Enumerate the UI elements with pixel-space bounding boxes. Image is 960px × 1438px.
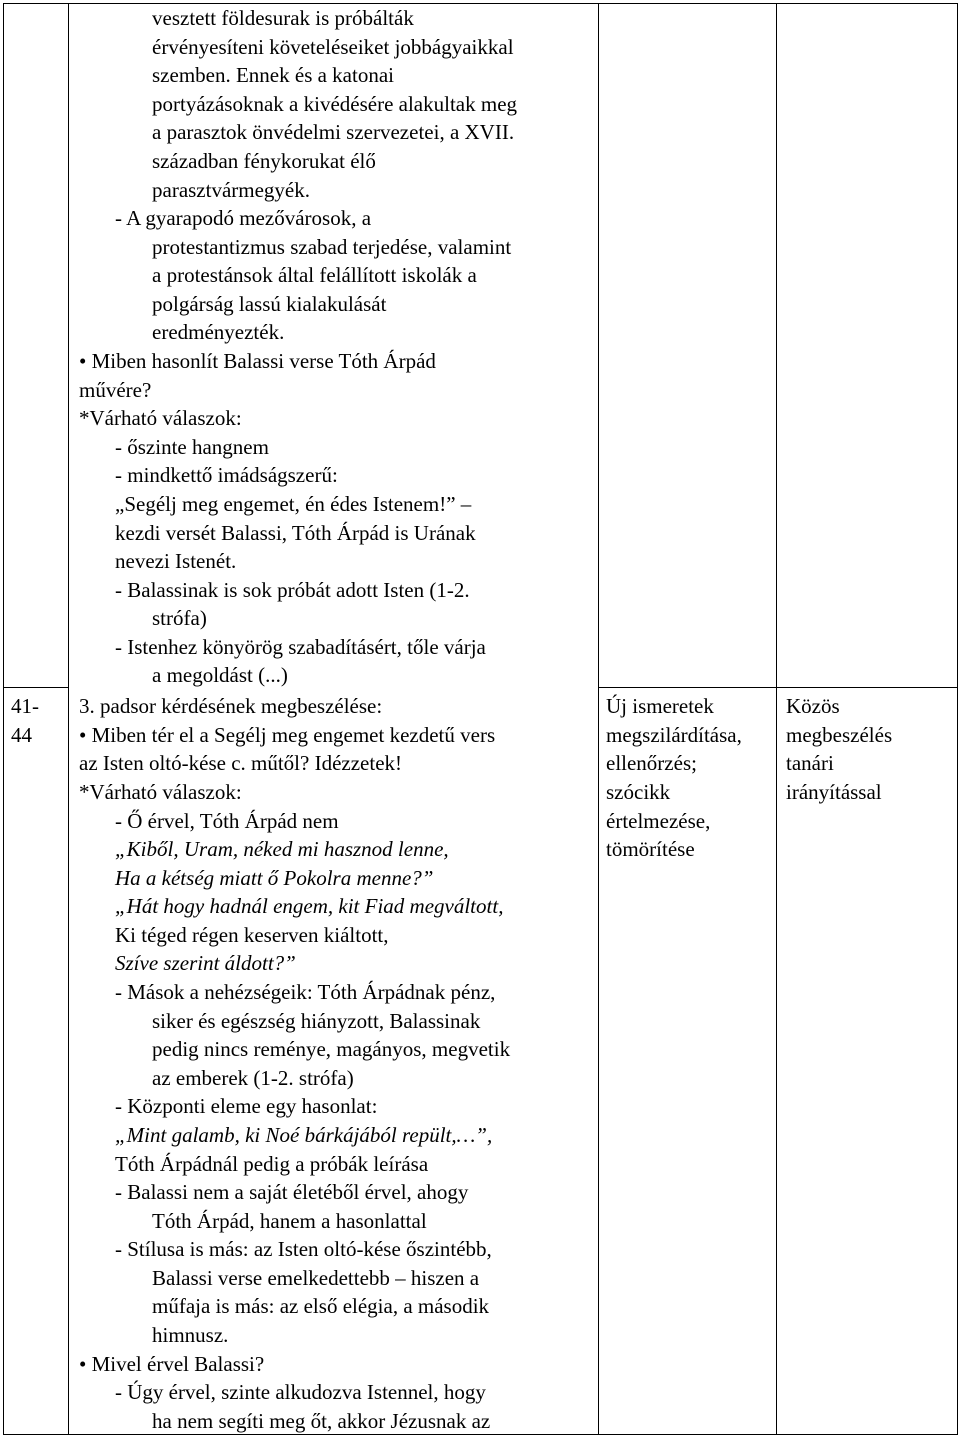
goal-line: ellenőrzés; xyxy=(606,751,697,775)
text-line: vesztett földesurak is próbálták xyxy=(152,6,414,30)
text-line: a parasztok önvédelmi szervezetei, a XVII. xyxy=(152,120,515,144)
text-line: pedig nincs reménye, magányos, megvetik xyxy=(152,1037,511,1061)
text-line: érvényesíteni követeléseiket jobbágyaikkal xyxy=(152,35,514,59)
text-line: 3. padsor kérdésének megbeszélése: xyxy=(79,694,383,718)
quote-line: Szíve szerint áldott?” xyxy=(115,951,296,975)
quote-line: Ha a kétség miatt ő Pokolra menne?” xyxy=(115,866,434,890)
text-line: - Balassi nem a saját életéből érvel, ahogy xyxy=(115,1180,469,1204)
text-line: - őszinte hangnem xyxy=(115,435,269,459)
text-line: • Mivel érvel Balassi? xyxy=(79,1352,265,1376)
text-line: siker és egészség hiányzott, Balassinak xyxy=(152,1009,481,1033)
text-line: - Mások a nehézségeik: Tóth Árpádnak pénz, xyxy=(115,980,496,1004)
method-line: tanári xyxy=(786,751,834,775)
table-border xyxy=(3,687,69,688)
text-line: eredményezték. xyxy=(152,320,285,344)
goal-line: szócikk xyxy=(606,780,671,804)
table-border xyxy=(68,3,69,1435)
table-border xyxy=(3,3,4,1435)
table-border xyxy=(776,3,777,1435)
text-line: művére? xyxy=(79,378,152,402)
text-line: - Balassinak is sok próbát adott Isten (1-2. xyxy=(115,578,470,602)
text-line: *Várható válaszok: xyxy=(79,406,242,430)
text-line: században fénykorukat élő xyxy=(152,149,376,173)
lesson-number: 41- xyxy=(11,694,39,718)
text-line: - Stílusa is más: az Isten oltó-kése őszintébb, xyxy=(115,1237,492,1261)
text-line: Ki téged régen keserven kiáltott, xyxy=(115,923,389,947)
text-line: kezdi versét Balassi, Tóth Árpád is Urának xyxy=(115,521,476,545)
text-line: - Központi eleme egy hasonlat: xyxy=(115,1094,378,1118)
text-line: ha nem segíti meg őt, akkor Jézusnak az xyxy=(152,1409,491,1433)
text-line: a megoldást (...) xyxy=(152,663,288,687)
text-line: • Miben tér el a Segélj meg engemet kezdetű vers xyxy=(79,723,496,747)
table-border xyxy=(3,3,957,4)
method-line: megbeszélés xyxy=(786,723,893,747)
text-line: - Istenhez könyörög szabadításért, tőle várja xyxy=(115,635,486,659)
text-line: *Várható válaszok: xyxy=(79,780,242,804)
text-line: „Segélj meg engemet, én édes Istenem!” – xyxy=(115,492,472,516)
text-line: az emberek (1-2. strófa) xyxy=(152,1066,354,1090)
goal-line: megszilárdítása, xyxy=(606,723,742,747)
text-line: • Miben hasonlít Balassi verse Tóth Árpád xyxy=(79,349,436,373)
quote-line: „Mint galamb, ki Noé bárkájából repült,…”, xyxy=(115,1123,493,1147)
text-line: himnusz. xyxy=(152,1323,229,1347)
text-line: - Ő érvel, Tóth Árpád nem xyxy=(115,809,339,833)
text-line: szemben. Ennek és a katonai xyxy=(152,63,394,87)
text-line: - Úgy érvel, szinte alkudozva Istennel, hogy xyxy=(115,1380,486,1404)
text-line: az Isten oltó-kése c. műtől? Idézzetek! xyxy=(79,751,403,775)
text-line: polgárság lassú kialakulását xyxy=(152,292,387,316)
goal-line: értelmezése, xyxy=(606,809,711,833)
method-line: irányítással xyxy=(786,780,882,804)
text-line: protestantizmus szabad terjedése, valamint xyxy=(152,235,512,259)
table-border xyxy=(598,687,957,688)
table-border xyxy=(957,3,958,1435)
text-line: nevezi Istenét. xyxy=(115,549,237,573)
text-line: - A gyarapodó mezővárosok, a xyxy=(115,206,372,230)
text-line: Balassi verse emelkedettebb – hiszen a xyxy=(152,1266,480,1290)
goal-line: tömörítése xyxy=(606,837,695,861)
quote-line: „Kiből, Uram, néked mi hasznod lenne, xyxy=(115,837,449,861)
text-line: Tóth Árpád, hanem a hasonlattal xyxy=(152,1209,427,1233)
table-border xyxy=(598,3,599,1435)
text-line: strófa) xyxy=(152,606,207,630)
text-line: a protestánsok által felállított iskolák a xyxy=(152,263,477,287)
text-line: parasztvármegyék. xyxy=(152,178,311,202)
text-line: - mindkettő imádságszerű: xyxy=(115,463,338,487)
quote-line: „Hát hogy hadnál engem, kit Fiad megváltott, xyxy=(115,894,504,918)
goal-line: Új ismeretek xyxy=(606,694,714,718)
lesson-number: 44 xyxy=(11,723,32,747)
text-line: Tóth Árpádnál pedig a próbák leírása xyxy=(115,1152,429,1176)
text-line: portyázásoknak a kivédésére alakultak meg xyxy=(152,92,518,116)
method-line: Közös xyxy=(786,694,840,718)
text-line: műfaja is más: az első elégia, a második xyxy=(152,1294,490,1318)
